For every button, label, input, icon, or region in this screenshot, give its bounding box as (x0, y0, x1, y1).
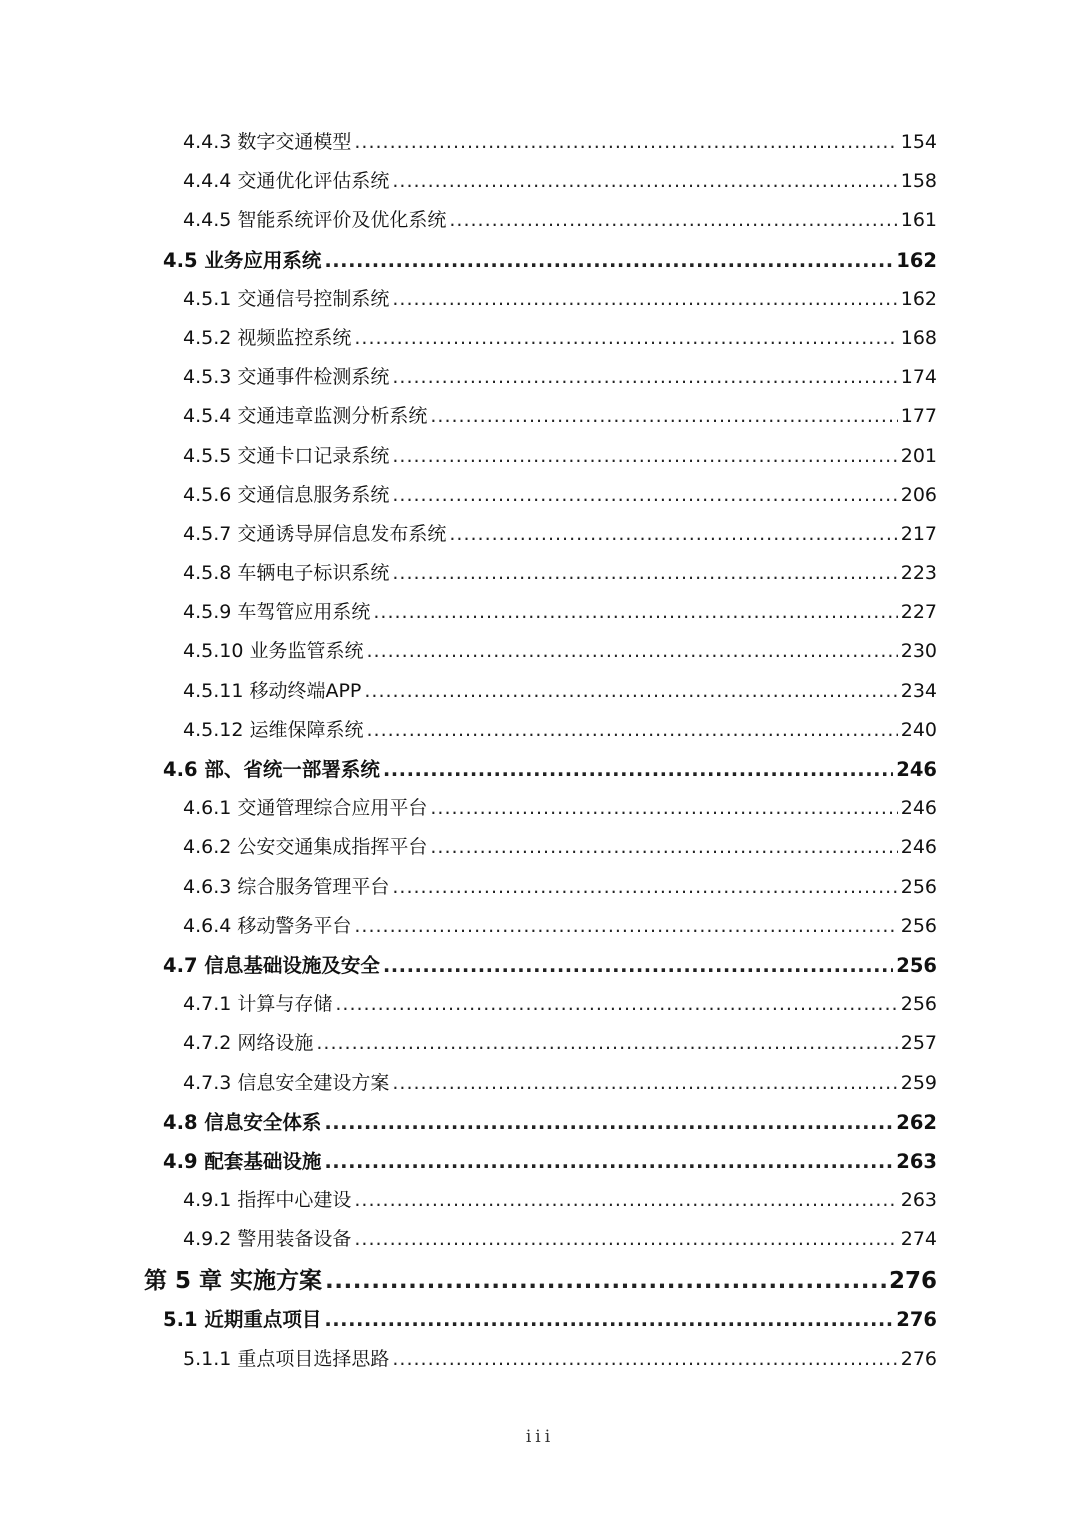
toc-section-entry[interactable] (0, 946, 937, 985)
toc-entry-label: 4.5.6 交通信息服务系统 (183, 483, 390, 506)
toc-entry-page: 201 (900, 444, 937, 467)
toc-entry-page: 223 (900, 562, 937, 585)
toc-entry-page: 276 (896, 1308, 937, 1332)
toc-entry-page: 263 (900, 1189, 937, 1212)
toc-entry[interactable] (0, 828, 937, 867)
toc-entry-label: 4.9.2 警用装备设备 (183, 1228, 352, 1251)
toc-section-entry[interactable] (0, 750, 937, 789)
toc-section-entry[interactable] (0, 1300, 937, 1339)
toc-entry-label: 4.4.4 交通优化评估系统 (183, 170, 390, 193)
toc-entry-label: 4.7.1 计算与存储 (183, 993, 333, 1016)
toc-entry[interactable] (0, 201, 937, 240)
dot-leader (364, 672, 897, 711)
toc-entry-page: 246 (900, 836, 937, 859)
toc-section-entry[interactable] (0, 1103, 937, 1142)
toc-entry[interactable] (0, 123, 937, 162)
toc-entry-page: 246 (896, 758, 937, 781)
toc-entry-page: 161 (900, 209, 937, 232)
dot-leader (430, 397, 897, 436)
dot-leader (392, 868, 897, 907)
toc-entry[interactable] (0, 437, 937, 476)
toc-entry-label: 4.9.1 指挥中心建设 (183, 1189, 352, 1212)
dot-leader (392, 437, 897, 476)
toc-entry-page: 227 (900, 601, 937, 624)
dot-leader (373, 593, 897, 632)
toc-entry-label: 4.7.3 信息安全建设方案 (183, 1071, 390, 1094)
dot-leader (392, 358, 897, 397)
dot-leader (392, 1340, 897, 1379)
toc-entry-page: 259 (900, 1071, 937, 1094)
toc-entry-page: 256 (896, 953, 937, 977)
toc-entry-label: 4.5.10 业务监管系统 (183, 640, 364, 663)
toc-entry-label: 4.9 配套基础设施 (163, 1149, 322, 1173)
toc-entry-label: 4.5.3 交通事件检测系统 (183, 366, 390, 389)
toc-entry-label: 第 5 章 实施方案 (144, 1268, 323, 1295)
toc-entry[interactable] (0, 319, 937, 358)
toc-entry-page: 206 (900, 483, 937, 506)
toc-entry[interactable] (0, 789, 937, 828)
toc-entry[interactable] (0, 985, 937, 1024)
toc-entry-label: 4.5.8 车辆电子标识系统 (183, 562, 390, 585)
dot-leader (354, 1181, 897, 1220)
toc-entry-label: 4.5.9 车驾管应用系统 (183, 601, 371, 624)
dot-leader (324, 1300, 893, 1339)
dot-leader (392, 476, 897, 515)
toc-entry-label: 4.5.5 交通卡口记录系统 (183, 444, 390, 467)
toc-entry-page: 262 (896, 1110, 937, 1134)
toc-entry-label: 4.5.1 交通信号控制系统 (183, 287, 390, 310)
dot-leader (354, 319, 897, 358)
toc-section-entry[interactable] (0, 241, 937, 280)
toc-entry-label: 4.5.11 移动终端APP (183, 679, 362, 702)
toc-chapter-entry[interactable] (0, 1259, 937, 1300)
toc-entry[interactable] (0, 593, 937, 632)
table-of-contents (0, 123, 1080, 1379)
dot-leader (392, 1064, 897, 1103)
toc-entry-page: 162 (896, 248, 937, 272)
toc-entry-page: 158 (900, 170, 937, 193)
dot-leader (366, 711, 897, 750)
toc-entry[interactable] (0, 1181, 937, 1220)
toc-entry[interactable] (0, 515, 937, 554)
toc-entry[interactable] (0, 554, 937, 593)
dot-leader (354, 1220, 897, 1259)
toc-entry-label: 4.5.7 交通诱导屏信息发布系统 (183, 522, 447, 545)
toc-entry-label: 4.7 信息基础设施及安全 (163, 953, 380, 977)
dot-leader (392, 162, 897, 201)
toc-entry-page: 174 (900, 366, 937, 389)
toc-entry-page: 246 (900, 797, 937, 820)
toc-entry-page: 162 (900, 287, 937, 310)
toc-entry-label: 4.5.2 视频监控系统 (183, 326, 352, 349)
toc-entry-page: 234 (900, 679, 937, 702)
dot-leader (366, 632, 897, 671)
toc-entry[interactable] (0, 476, 937, 515)
toc-entry-page: 217 (900, 522, 937, 545)
toc-entry[interactable] (0, 1064, 937, 1103)
toc-entry[interactable] (0, 162, 937, 201)
toc-entry-label: 4.6.3 综合服务管理平台 (183, 875, 390, 898)
toc-entry[interactable] (0, 711, 937, 750)
toc-entry[interactable] (0, 868, 937, 907)
toc-entry-page: 168 (900, 326, 937, 349)
toc-entry-label: 5.1 近期重点项目 (163, 1308, 322, 1332)
toc-entry-page: 274 (900, 1228, 937, 1251)
toc-entry-label: 4.6.1 交通管理综合应用平台 (183, 797, 428, 820)
dot-leader (392, 280, 897, 319)
toc-entry-label: 4.7.2 网络设施 (183, 1032, 314, 1055)
toc-entry-label: 4.4.5 智能系统评价及优化系统 (183, 209, 447, 232)
toc-entry-label: 4.8 信息安全体系 (163, 1110, 322, 1134)
dot-leader (430, 828, 897, 867)
toc-entry-page: 256 (900, 993, 937, 1016)
toc-entry[interactable] (0, 672, 937, 711)
dot-leader (383, 946, 893, 985)
toc-entry-page: 256 (900, 914, 937, 937)
toc-entry-page: 263 (896, 1149, 937, 1173)
page-number: iii (525, 1427, 555, 1447)
toc-entry-page: 154 (900, 131, 937, 153)
toc-entry-label: 4.5.4 交通违章监测分析系统 (183, 405, 428, 428)
dot-leader (335, 985, 897, 1024)
toc-entry-label: 5.1.1 重点项目选择思路 (183, 1347, 390, 1370)
dot-leader (324, 1142, 893, 1181)
toc-entry-label: 4.5 业务应用系统 (163, 248, 322, 272)
dot-leader (449, 201, 897, 240)
toc-entry-label: 4.5.12 运维保障系统 (183, 718, 364, 741)
toc-entry-label: 4.6.4 移动警务平台 (183, 914, 352, 937)
dot-leader (430, 789, 897, 828)
dot-leader (354, 907, 897, 946)
toc-entry-page: 276 (900, 1347, 937, 1370)
toc-entry-page: 276 (888, 1268, 937, 1295)
toc-section-entry[interactable] (0, 1142, 937, 1181)
dot-leader (324, 241, 893, 280)
dot-leader (354, 123, 897, 162)
toc-entry[interactable] (0, 358, 937, 397)
toc-entry[interactable] (0, 907, 937, 946)
toc-entry-page: 230 (900, 640, 937, 663)
dot-leader (324, 1103, 893, 1142)
toc-entry-label: 4.6 部、省统一部署系统 (163, 758, 380, 781)
toc-entry[interactable] (0, 1024, 937, 1063)
toc-entry-label: 4.6.2 公安交通集成指挥平台 (183, 836, 428, 859)
dot-leader (392, 554, 897, 593)
toc-entry-page: 257 (900, 1032, 937, 1055)
toc-entry[interactable] (0, 1340, 937, 1379)
toc-entry[interactable] (0, 632, 937, 671)
toc-entry-page: 240 (900, 718, 937, 741)
dot-leader (316, 1024, 897, 1063)
toc-entry-label: 4.4.3 数字交通模型 (183, 131, 352, 153)
dot-leader (383, 750, 893, 789)
toc-entry-page: 177 (900, 405, 937, 428)
toc-entry[interactable] (0, 1220, 937, 1259)
toc-entry[interactable] (0, 397, 937, 436)
toc-entry[interactable] (0, 280, 937, 319)
toc-entry-page: 256 (900, 875, 937, 898)
dot-leader (325, 1259, 886, 1303)
dot-leader (449, 515, 897, 554)
